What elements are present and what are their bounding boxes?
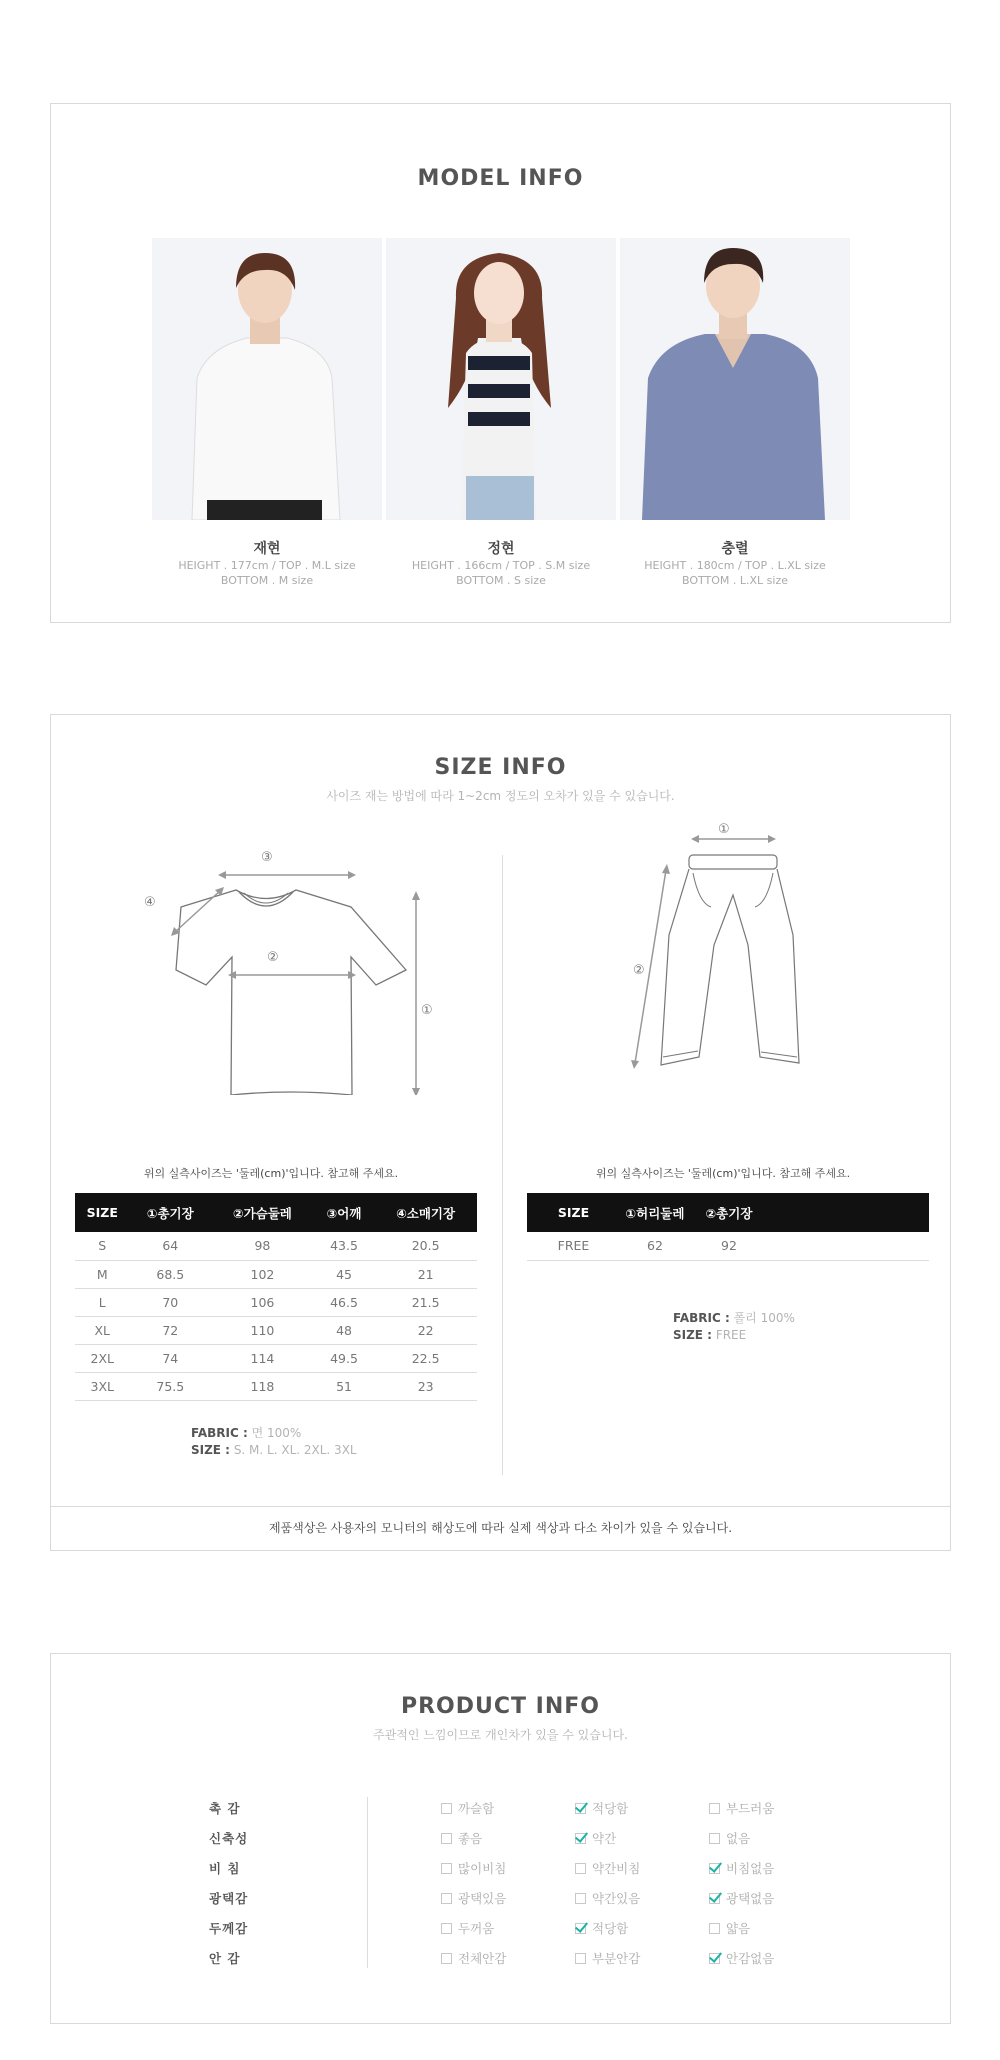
table-cell: L <box>75 1288 130 1316</box>
checkbox-empty-icon <box>441 1893 452 1904</box>
table-cell: 21 <box>374 1260 477 1288</box>
table-cell: 62 <box>620 1232 690 1260</box>
product-info-title: PRODUCT INFO <box>400 1694 601 1719</box>
product-option-label: 광택없음 <box>726 1891 775 1906</box>
checkbox-checked-icon <box>709 1863 720 1874</box>
table-cell: FREE <box>527 1232 620 1260</box>
product-option <box>575 1862 640 1876</box>
product-option-label: 좋음 <box>458 1831 483 1846</box>
product-option-label: 적당함 <box>592 1921 629 1936</box>
product-option-label: 비침없음 <box>726 1861 775 1876</box>
table-cell: XL <box>75 1316 130 1344</box>
checkbox-empty-icon <box>709 1923 720 1934</box>
table-cell: 51 <box>314 1372 375 1400</box>
checkbox-checked-icon <box>575 1833 586 1844</box>
product-option-label: 많이비침 <box>458 1861 507 1876</box>
product-option <box>709 1892 774 1906</box>
model-bottom-size: BOTTOM . M size <box>220 574 314 587</box>
product-option-label: 얇음 <box>726 1921 751 1936</box>
table-cell: 3XL <box>75 1372 130 1400</box>
checkbox-empty-icon <box>441 1803 452 1814</box>
table-row <box>75 1232 477 1260</box>
product-option-label: 전체안감 <box>458 1951 507 1966</box>
table-row <box>527 1232 929 1260</box>
checkbox-empty-icon <box>575 1893 586 1904</box>
table-cell: M <box>75 1260 130 1288</box>
product-attribute-label: 광택감 <box>209 1891 249 1906</box>
size-label: SIZE : <box>191 1443 230 1457</box>
table-header-row <box>527 1193 929 1232</box>
model-name: 정현 <box>487 541 515 557</box>
checkbox-checked-icon <box>709 1953 720 1964</box>
table-cell: 106 <box>211 1288 314 1316</box>
model-name: 충렬 <box>721 541 749 557</box>
table-cell: 49.5 <box>314 1344 375 1372</box>
checkbox-checked-icon <box>575 1803 586 1814</box>
size-info-subtitle: 사이즈 재는 방법에 따라 1~2cm 정도의 오차가 있을 수 있습니다. <box>326 789 675 803</box>
table-header: ②가슴둘레 <box>211 1193 314 1232</box>
pants-diagram <box>611 825 901 1085</box>
product-attribute-label: 안 감 <box>209 1951 241 1966</box>
product-option <box>709 1952 774 1966</box>
marker-4: ④ <box>144 895 156 910</box>
model-card <box>620 238 850 588</box>
product-info-section <box>50 1653 951 2024</box>
product-option-label: 두꺼움 <box>458 1921 495 1936</box>
table-cell: 2XL <box>75 1344 130 1372</box>
table-cell: 48 <box>314 1316 375 1344</box>
product-option <box>575 1892 640 1906</box>
size-value: S. M. L. XL. 2XL. 3XL <box>233 1443 357 1457</box>
checkbox-empty-icon <box>709 1803 720 1814</box>
table-cell: 43.5 <box>314 1232 375 1260</box>
product-option-label: 약간 <box>592 1831 617 1846</box>
product-option-label: 적당함 <box>592 1801 629 1816</box>
checkbox-empty-icon <box>441 1863 452 1874</box>
table-row <box>75 1372 477 1400</box>
top-size-caption: 위의 실측사이즈는 '둘레(cm)'입니다. 참고해 주세요. <box>143 1167 399 1180</box>
tshirt-diagram <box>121 845 461 1095</box>
table-header-empty <box>768 1193 929 1232</box>
product-attribute-row <box>51 1854 950 1884</box>
table-header: ①총기장 <box>130 1193 212 1232</box>
model-info-title: MODEL INFO <box>417 166 584 191</box>
model-measurements: HEIGHT . 177cm / TOP . M.L size <box>178 559 356 572</box>
fabric-label: FABRIC : <box>191 1426 248 1440</box>
product-option <box>441 1922 494 1936</box>
model-info-section <box>50 103 951 623</box>
table-row <box>75 1288 477 1316</box>
product-option-label: 안감없음 <box>726 1951 775 1966</box>
product-attribute-label: 두께감 <box>209 1921 249 1936</box>
size-value: FREE <box>715 1328 747 1342</box>
model-photo <box>152 238 382 520</box>
marker-1: ① <box>718 822 730 837</box>
size-label: SIZE : <box>673 1328 712 1342</box>
table-cell: 68.5 <box>130 1260 212 1288</box>
color-notice <box>50 1506 951 1551</box>
table-cell: 74 <box>130 1344 212 1372</box>
product-option <box>709 1922 750 1936</box>
marker-1: ① <box>421 1003 433 1018</box>
model-bottom-size: BOTTOM . S size <box>456 574 546 587</box>
product-option <box>575 1802 628 1816</box>
color-notice-text: 제품색상은 사용자의 모니터의 해상도에 따라 실제 색상과 다소 차이가 있을 수 있습니다. <box>268 1521 733 1535</box>
table-cell: 64 <box>130 1232 212 1260</box>
model-bottom-size: BOTTOM . L.XL size <box>681 574 788 587</box>
table-row <box>75 1344 477 1372</box>
product-attribute-row <box>51 1884 950 1914</box>
fabric-label: FABRIC : <box>673 1311 730 1325</box>
product-option <box>441 1862 506 1876</box>
marker-2: ② <box>267 950 279 965</box>
model-photo <box>386 238 616 520</box>
product-attribute-row <box>51 1914 950 1944</box>
product-attribute-row <box>51 1944 950 1974</box>
product-option-label: 약간비침 <box>592 1861 641 1876</box>
product-option <box>441 1952 506 1966</box>
product-option <box>709 1832 750 1846</box>
model-measurements: HEIGHT . 180cm / TOP . L.XL size <box>644 559 826 572</box>
model-photo <box>620 238 850 520</box>
table-cell: 110 <box>211 1316 314 1344</box>
product-option <box>441 1892 506 1906</box>
product-attribute-label: 비 침 <box>209 1861 241 1876</box>
checkbox-checked-icon <box>575 1923 586 1934</box>
product-option <box>709 1862 774 1876</box>
table-cell: 72 <box>130 1316 212 1344</box>
table-cell: 118 <box>211 1372 314 1400</box>
table-header: ③어깨 <box>314 1193 375 1232</box>
product-info-subtitle: 주관적인 느낌이므로 개인차가 있을 수 있습니다. <box>373 1728 628 1742</box>
checkbox-checked-icon <box>709 1893 720 1904</box>
marker-2: ② <box>633 963 645 978</box>
product-attribute-row <box>51 1824 950 1854</box>
product-option-label: 약간있음 <box>592 1891 641 1906</box>
checkbox-empty-icon <box>441 1953 452 1964</box>
product-option <box>575 1832 616 1846</box>
checkbox-empty-icon <box>575 1953 586 1964</box>
top-fabric-info <box>191 1425 357 1459</box>
checkbox-empty-icon <box>709 1833 720 1844</box>
model-name: 재현 <box>253 541 281 557</box>
checkbox-empty-icon <box>441 1923 452 1934</box>
size-divider <box>502 855 503 1475</box>
product-option <box>575 1952 640 1966</box>
table-header-row <box>75 1193 477 1232</box>
table-cell: 22 <box>374 1316 477 1344</box>
product-option <box>441 1832 482 1846</box>
size-info-title: SIZE INFO <box>434 755 567 780</box>
table-header: SIZE <box>75 1193 130 1232</box>
size-info-section <box>50 714 951 1507</box>
model-measurements: HEIGHT . 166cm / TOP . S.M size <box>411 559 591 572</box>
table-header: SIZE <box>527 1193 620 1232</box>
product-option <box>709 1802 774 1816</box>
table-cell: 21.5 <box>374 1288 477 1316</box>
fabric-value: 폴리 100% <box>733 1311 795 1325</box>
bottom-size-table <box>527 1193 929 1261</box>
product-attribute-label: 신축성 <box>209 1831 249 1846</box>
table-cell: 114 <box>211 1344 314 1372</box>
table-header: ②총기장 <box>690 1193 768 1232</box>
product-option-label: 부분안감 <box>592 1951 641 1966</box>
table-cell: 22.5 <box>374 1344 477 1372</box>
product-option-label: 광택있음 <box>458 1891 507 1906</box>
product-option <box>575 1922 628 1936</box>
table-header: ①허리둘레 <box>620 1193 690 1232</box>
bottom-size-caption: 위의 실측사이즈는 '둘레(cm)'입니다. 참고해 주세요. <box>595 1167 851 1180</box>
product-attribute-row <box>51 1794 950 1824</box>
table-cell: 20.5 <box>374 1232 477 1260</box>
product-option-label: 까슬함 <box>458 1801 495 1816</box>
table-cell: 92 <box>690 1232 768 1260</box>
table-cell: 23 <box>374 1372 477 1400</box>
table-row <box>75 1316 477 1344</box>
product-option-label: 없음 <box>726 1831 751 1846</box>
table-cell: 75.5 <box>130 1372 212 1400</box>
marker-3: ③ <box>261 850 273 865</box>
table-cell: 102 <box>211 1260 314 1288</box>
table-cell: 70 <box>130 1288 212 1316</box>
table-header: ④소매기장 <box>374 1193 477 1232</box>
checkbox-empty-icon <box>575 1863 586 1874</box>
fabric-value: 면 100% <box>251 1426 302 1440</box>
product-option <box>441 1802 494 1816</box>
table-cell: 98 <box>211 1232 314 1260</box>
bottom-fabric-info <box>673 1310 795 1344</box>
table-row <box>75 1260 477 1288</box>
model-card <box>152 238 382 588</box>
model-card <box>386 238 616 588</box>
product-attribute-label: 촉 감 <box>209 1801 241 1816</box>
checkbox-empty-icon <box>441 1833 452 1844</box>
table-cell: S <box>75 1232 130 1260</box>
product-option-label: 부드러움 <box>726 1801 775 1816</box>
top-size-table <box>75 1193 477 1401</box>
table-cell: 46.5 <box>314 1288 375 1316</box>
table-cell: 45 <box>314 1260 375 1288</box>
table-cell-empty <box>768 1232 929 1260</box>
